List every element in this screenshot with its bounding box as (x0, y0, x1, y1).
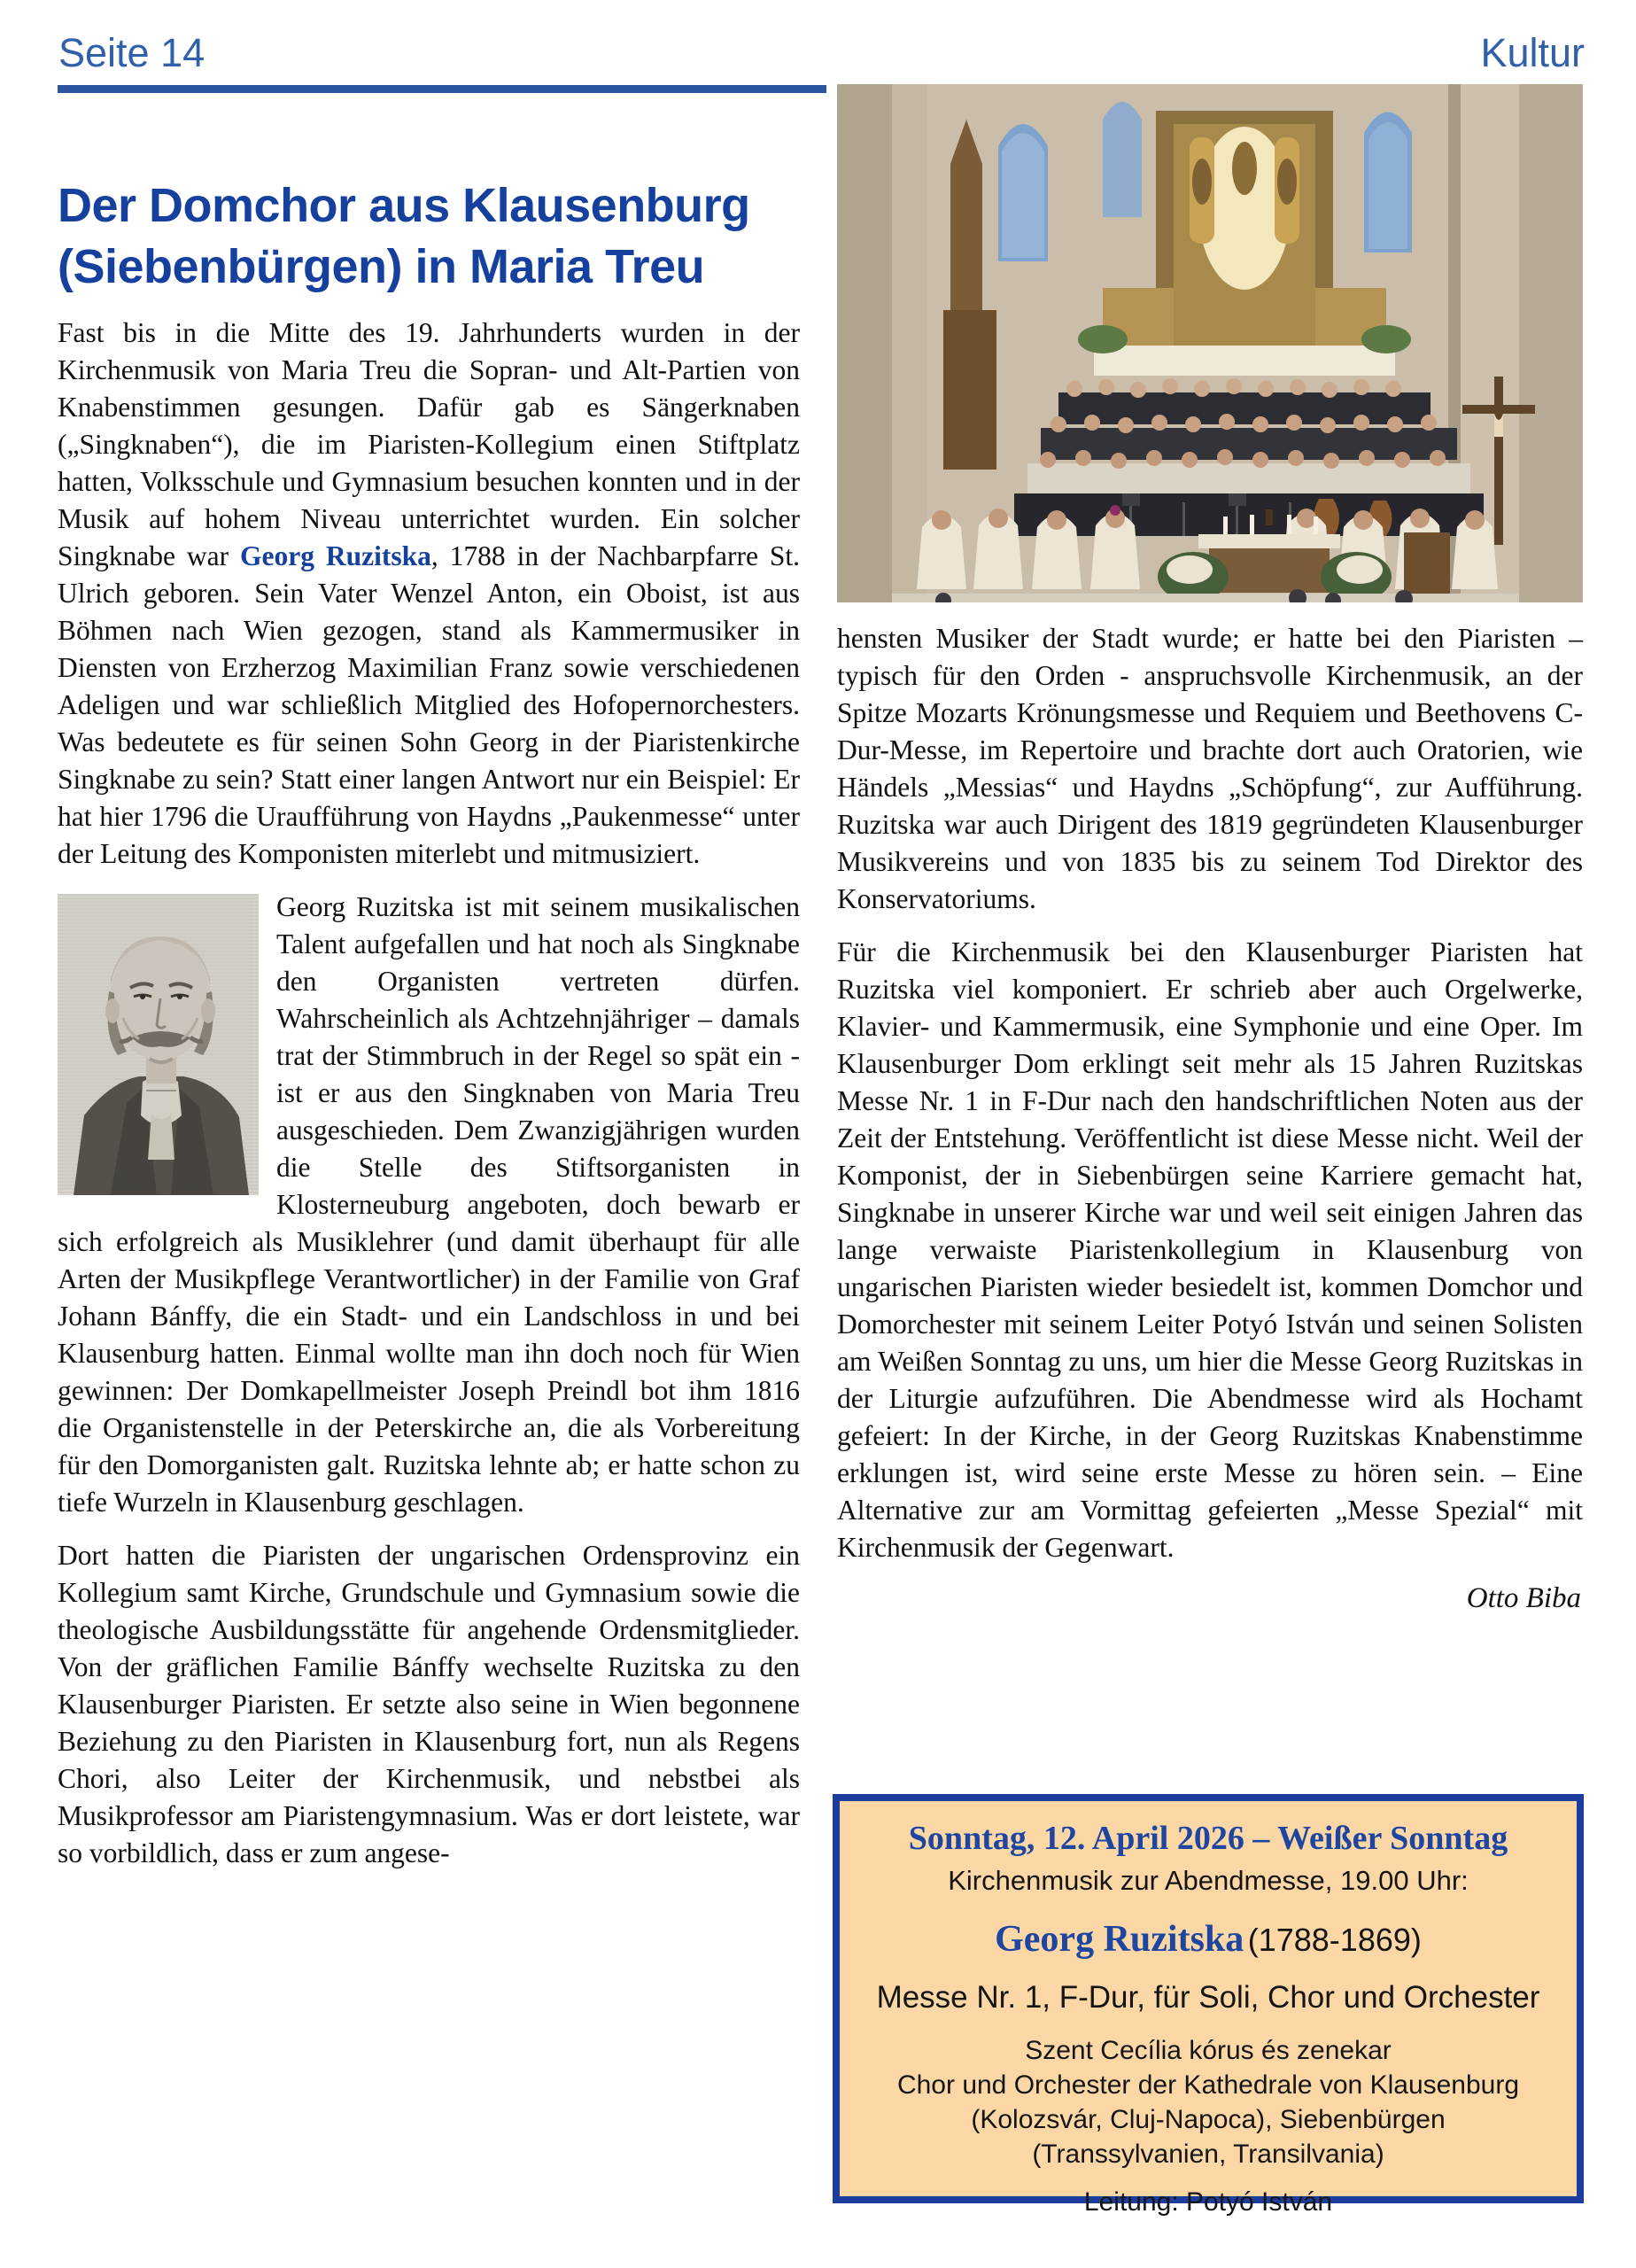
paragraph-2 (58, 889, 800, 1521)
article-title (58, 175, 800, 297)
author-byline: Otto Biba (1466, 1582, 1581, 1614)
conductor-line: Leitung: Potyó István (1083, 2187, 1333, 2217)
composer-name: Georg Ruzitska (995, 1919, 1244, 1960)
ruzitska-portrait-image (58, 894, 259, 1195)
event-date-line: Sonntag, 12. April 2026 – Weißer Sonntag (908, 1820, 1508, 1857)
composer-years: (1788-1869) (1247, 1922, 1422, 1958)
highlighted-name: Georg Ruzitska (240, 540, 431, 572)
paragraph-3: Dort hatten die Piaristen der ungarischen Ordensprovinz ein Kollegium samt Kirche, Grundschule und Gymnasium sowie die theologische Ausbildungsstätte für angehende Ordensmitglieder. Von der gräflichen Familie Bánffy wechselte Ruzitska zu den Klausenburger Piaristen. Er setzte also seine in Wien begonnene Beziehung zu den Piaristen in Klausenburg fort, nun als Regens Chori, also Leiter der Kirchenmusik, und nebstbei als Musikprofessor am Piaristengymnasium. Was er dort leistete, war so vorbildlich, dass er zum angese- (58, 1540, 800, 1869)
paragraph-5: Für die Kirchenmusik bei den Klausenburger Piaristen hat Ruzitska viel komponiert. Er schrieb aber auch Orgelwerke, Klavier- und Kammermusik, eine Symphonie und eine Oper. Im Klausenburger Dom erklingt seit mehr als 15 Jahren Ruzitskas Messe Nr. 1 in F-Dur nach den handschriftlichen Noten aus der Zeit der Entstehung. Veröffentlicht ist diese Messe nicht. Weil der Komponist, der in Siebenbürgen seine Karriere gemacht hat, Singknabe in unserer Kirche war und weil seit einigen Jahren das lange verwaiste Piaristenkollegium in Klausenburg von ungarischen Piaristen wieder besiedelt ist, kommen Domchor und Domorchester mit seinem Leiter Potyó István und seinen Solisten am Weißen Sonntag zu uns, um hier die Messe Georg Ruzitskas in der Liturgie aufzuführen. Die Abendmesse wird als Hochamt gefeiert: In der Kirche, in der Georg Ruzitskas Knabenstimme erklungen ist, wird seine erste Messe zu hören sein. – Eine Alternative zur am Vormittag gefeierten „Messe Spezial“ mit Kirchenmusik der Gegenwart. (837, 936, 1583, 1563)
paragraph-1-text-after: , 1788 in der Nachbarpfarre St. Ulrich geboren. Sein Vater Wenzel Anton, ein Oboist, ist aus Böhmen nach Wien gezogen, stand als Kammermusiker in Diensten von Erzherzog Maximilian Franz sowie verschiedenen Adeligen und war schließlich Mitglied des Hofopernorchesters. Was bedeutete es für seinen Sohn Georg in der Piaristenkirche Singknabe zu sein? Statt einer langen Antwort nur ein Beispiel: Er hat hier 1796 die Uraufführung von Haydns „Paukenmesse“ unter der Leitung des Komponisten miterlebt und mitmusiziert. (58, 540, 801, 870)
ensemble-line-3: (Kolozsvár, Cluj-Napoca), Siebenbürgen (971, 2105, 1446, 2134)
article-title-line1: Der Domchor aus Klausenburg (58, 179, 750, 232)
work-title: Messe Nr. 1, F-Dur, für Soli, Chor und Orchester (876, 1980, 1540, 2015)
article-title-line2: (Siebenbürgen) in Maria Treu (58, 239, 705, 293)
ensemble-line-1: Szent Cecília kórus és zenekar (1025, 2036, 1392, 2065)
ensemble-line-4: (Transsylvanien, Transilvania) (1032, 2140, 1384, 2169)
paragraph-1 (58, 315, 800, 873)
page-number-label: Seite 14 (58, 30, 205, 75)
choir-rows (1027, 378, 1470, 493)
left-column (58, 175, 800, 1888)
section-label: Kultur (1480, 30, 1585, 75)
paragraph-4: hensten Musiker der Stadt wurde; er hatte bei den Piaristen – typisch für den Orden - anspruchsvolle Kirchenmusik, an der Spitze Mozarts Krönungsmesse und Requiem und Beethovens C-Dur-Messe, im Repertoire und brachte dort auch Oratorien, wie Händels „Messias“ und Haydns „Schöpfung“, zur Aufführung. Ruzitska war auch Dirigent des 1819 gegründeten Klausenburger Musikvereins und von 1835 bis zu seinem Tod Direktor des Konservatoriums. (837, 623, 1583, 914)
church-concert-photo (837, 84, 1583, 602)
event-service-line: Kirchenmusik zur Abendmesse, 19.00 Uhr: (948, 1865, 1469, 1896)
church-photo-illustration (837, 84, 1583, 602)
paragraph-1-text: Fast bis in die Mitte des 19. Jahrhunderts wurden in der Kirchenmusik von Maria Treu die Sopran- und Alt-Partien von Knabenstimmen gesungen. Dafür gab es Sängerknaben („Singknaben“), die im Piaristen-Kollegium einen Stiftplatz hatten, Volksschule und Gymnasium besuchen konnten und in der Musik auf hohem Niveau unterrichtet wurden. Ein solcher Singknabe war (58, 317, 800, 572)
composer-line (840, 1918, 1577, 1961)
ensemble-line-2: Chor und Orchester der Kathedrale von Klausenburg (896, 2070, 1520, 2100)
header-rule (58, 85, 826, 93)
right-column (837, 620, 1583, 1615)
paragraph-2-text: Georg Ruzitska ist mit seinem musikalischen Talent aufgefallen und hat noch als Singknabe den Organisten vertreten dürfen. Wahrscheinlich als Achtzehnjähriger – damals trat der Stimmbruch in der Regel so spät ein - ist er aus den Singknaben von Maria Treu ausgeschieden. Dem Zwanzigjährigen wurden die Stelle des Stiftsorganisten in Klosterneuburg angeboten, doch bewarb er sich erfolgreich als Musiklehrer (und damit überhaupt für alle Arten der Musikpflege Verantwortlicher) in der Familie von Graf Johann Bánffy, die ein Stadt- und ein Landschloss in und bei Klausenburg hatten. Einmal wollte man ihn doch noch für Wien gewinnen: Der Domkapellmeister Joseph Preindl bot ihm 1816 die Organistenstelle in der Peterskirche an, die als Vorbereitung für den Domorganisten galt. Ruzitska lehnte ab; er hatte schon zu tiefe Wurzeln in Klausenburg geschlagen. (58, 891, 800, 1518)
event-info-box (833, 1794, 1584, 2217)
portrait-illustration (58, 894, 259, 1195)
